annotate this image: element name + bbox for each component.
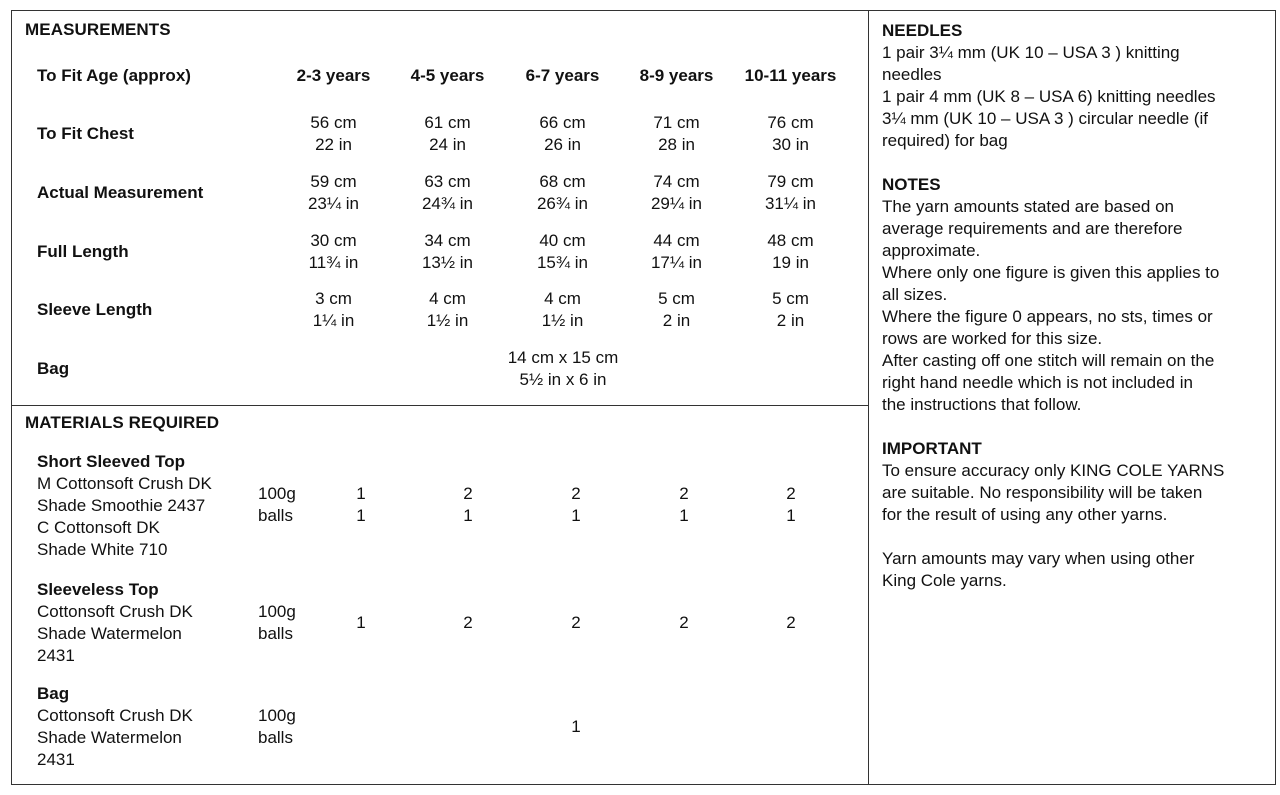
measurement-cell: 48 cm 19 in: [767, 231, 814, 272]
quantity-cell: 2 1: [679, 484, 689, 525]
measurement-cell: 79 cm 31¼ in: [764, 172, 817, 213]
quantity-cell: 1 1: [356, 484, 366, 525]
quantity-cell: 2 1: [571, 484, 581, 525]
measurement-cell: 5 cm 2 in: [658, 289, 695, 330]
materials-title: MATERIALS REQUIRED: [25, 413, 220, 432]
size-header: 2-3 years: [296, 66, 371, 85]
material-short-sleeved-top: Short Sleeved Top M Cottonsoft Crush DK Shade Smoothie 2437 C Cottonsoft DK Shade White 710: [37, 452, 212, 559]
needles-section: NEEDLES 1 pair 3¼ mm (UK 10 – USA 3 ) knitting needles 1 pair 4 mm (UK 8 – USA 6) knitting needles 3¼ mm (UK 10 – USA 3 ) circular needle (if required) for bag: [882, 20, 1272, 152]
measurement-cell: 30 cm 11¾ in: [308, 231, 359, 272]
measurement-cell: 71 cm 28 in: [653, 113, 700, 154]
size-header: 8-9 years: [639, 66, 714, 85]
chest-label: To Fit Chest: [37, 124, 134, 143]
unit-label: 100g balls: [258, 706, 296, 747]
material-bag: Bag Cottonsoft Crush DK Shade Watermelon 2431: [37, 684, 193, 769]
measurement-cell: 40 cm 15¾ in: [536, 231, 589, 272]
size-header: 4-5 years: [410, 66, 485, 85]
actual-measurement-label: Actual Measurement: [37, 183, 204, 202]
quantity-cell: 2: [786, 613, 796, 632]
bag-label: Bag: [37, 359, 70, 378]
important-section: IMPORTANT To ensure accuracy only KING COLE YARNS are suitable. No responsibility will be taken for the result of using any other yarns. Yarn amounts may vary when using other King Cole yarns.: [882, 438, 1272, 592]
size-header: 6-7 years: [525, 66, 600, 85]
measurement-cell: 4 cm 1½ in: [426, 289, 469, 330]
size-header: 10-11 years: [744, 66, 837, 85]
measurement-cell: 34 cm 13½ in: [421, 231, 474, 272]
quantity-cell: 2 1: [786, 484, 796, 525]
measurement-cell: 5 cm 2 in: [772, 289, 809, 330]
quantity-cell: 2: [679, 613, 689, 632]
needles-title: NEEDLES: [882, 21, 963, 40]
full-length-label: Full Length: [37, 242, 129, 261]
measurements-title: MEASUREMENTS: [25, 20, 171, 39]
quantity-cell: 1: [356, 613, 366, 632]
measurement-cell: 66 cm 26 in: [539, 113, 586, 154]
notes-title: NOTES: [882, 175, 941, 194]
quantity-cell: 2: [571, 613, 581, 632]
measurement-cell: 44 cm 17¼ in: [650, 231, 703, 272]
horizontal-divider: [11, 405, 868, 406]
quantity-cell: 2: [463, 613, 473, 632]
material-sleeveless-top: Sleeveless Top Cottonsoft Crush DK Shade Watermelon 2431: [37, 580, 193, 665]
measurement-cell: 3 cm 1¼ in: [312, 289, 355, 330]
measurement-cell: 59 cm 23¼ in: [307, 172, 360, 213]
notes-section: NOTES The yarn amounts stated are based on average requirements and are therefore approximate. Where only one figure is given this applies to all sizes. Where the figure 0 appears, no sts, times or rows are worked for this size. After casting off one stitch will remain on the right hand needle which is not included in the instructions that follow.: [882, 174, 1272, 416]
important-title: IMPORTANT: [882, 439, 982, 458]
measurement-cell: 63 cm 24¾ in: [421, 172, 474, 213]
measurement-cell: 4 cm 1½ in: [541, 289, 584, 330]
unit-label: 100g balls: [258, 484, 296, 525]
vertical-divider: [868, 10, 869, 785]
measurement-cell: 56 cm 22 in: [310, 113, 357, 154]
quantity-cell: 2 1: [463, 484, 473, 525]
age-label: To Fit Age (approx): [37, 66, 191, 85]
sleeve-length-label: Sleeve Length: [37, 300, 153, 319]
measurement-cell: 76 cm 30 in: [767, 113, 814, 154]
measurement-cell: 74 cm 29¼ in: [650, 172, 703, 213]
measurement-cell: 61 cm 24 in: [424, 113, 471, 154]
unit-label: 100g balls: [258, 602, 296, 643]
quantity-cell: 1: [571, 717, 581, 736]
measurement-cell: 68 cm 26¾ in: [536, 172, 589, 213]
bag-measurement: 14 cm x 15 cm 5½ in x 6 in: [507, 348, 619, 389]
